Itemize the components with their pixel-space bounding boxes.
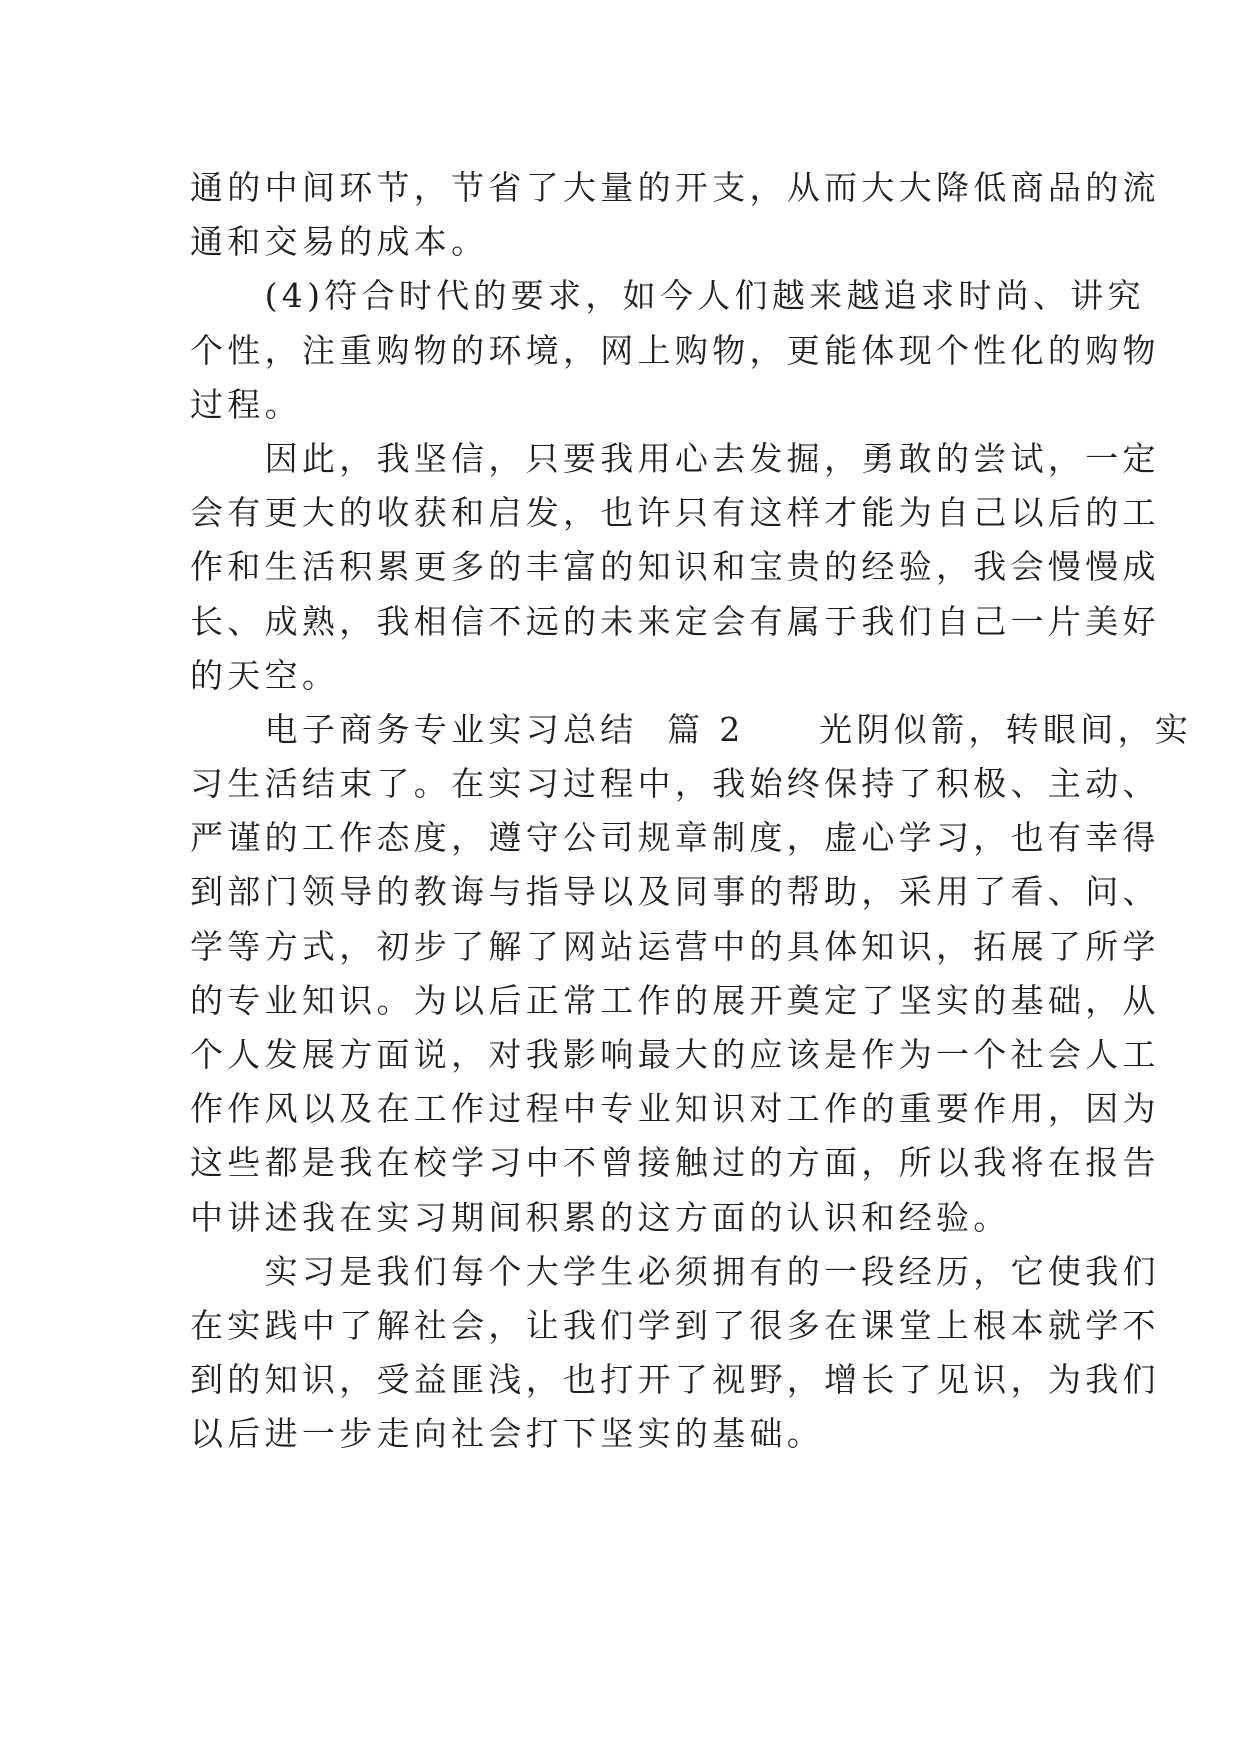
- text-line: 这些都是我在校学习中不曾接触过的方面，所以我将在报告: [190, 1143, 1160, 1183]
- text-line: 到的知识，受益匪浅，也打开了视野，增长了见识，为我们: [190, 1360, 1160, 1400]
- text-line: 作和生活积累更多的丰富的知识和宝贵的经验，我会慢慢成: [190, 547, 1160, 587]
- document-body: [190, 161, 1193, 1462]
- text-line: 学等方式，初步了解了网站运营中的具体知识，拓展了所学: [190, 926, 1160, 966]
- text-line: 习生活结束了。在实习过程中，我始终保持了积极、主动、: [190, 764, 1160, 804]
- text-line: 在实践中了解社会，让我们学到了很多在课堂上根本就学不: [190, 1305, 1160, 1345]
- text-line: 的天空。: [190, 655, 340, 695]
- text-line: 通的中间环节，节省了大量的开支，从而大大降低商品的流: [190, 168, 1160, 207]
- text-line: 实习是我们每个大学生必须拥有的一段经历，它使我们: [190, 1251, 1160, 1291]
- text-line: 作作风以及在工作过程中专业知识对工作的重要作用，因为: [190, 1089, 1160, 1129]
- text-line: 过程。: [190, 384, 302, 424]
- text-line: 因此，我坚信，只要我用心去发掘，勇敢的尝试，一定: [190, 438, 1160, 478]
- text-line: 以后进一步走向社会打下坚实的基础。: [190, 1414, 825, 1454]
- text-line: 个人发展方面说，对我影响最大的应该是作为一个社会人工: [190, 1035, 1160, 1074]
- text-line: 严谨的工作态度，遵守公司规章制度，虚心学习，也有幸得: [190, 818, 1160, 858]
- text-line: 通和交易的成本。: [190, 222, 489, 262]
- text-line: 会有更大的收获和启发，也许只有这样才能为自己以后的工: [190, 493, 1160, 533]
- text-line: 中讲述我在实习期间积累的这方面的认识和经验。: [190, 1197, 1011, 1237]
- section-heading-line: 电子商务专业实习总结 篇 2 光阴似箭，转眼间，实: [190, 709, 1193, 749]
- text-line: 长、成熟，我相信不远的未来定会有属于我们自己一片美好: [190, 601, 1160, 641]
- text-line: 个性，注重购物的环境，网上购物，更能体现个性化的购物: [190, 330, 1160, 370]
- text-line: (4)符合时代的要求，如今人们越来越追求时尚、讲究: [190, 276, 1145, 316]
- text-line: 的专业知识。为以后正常工作的展开奠定了坚实的基础，从: [190, 980, 1160, 1020]
- text-line: 到部门领导的教诲与指导以及同事的帮助，采用了看、问、: [190, 872, 1160, 912]
